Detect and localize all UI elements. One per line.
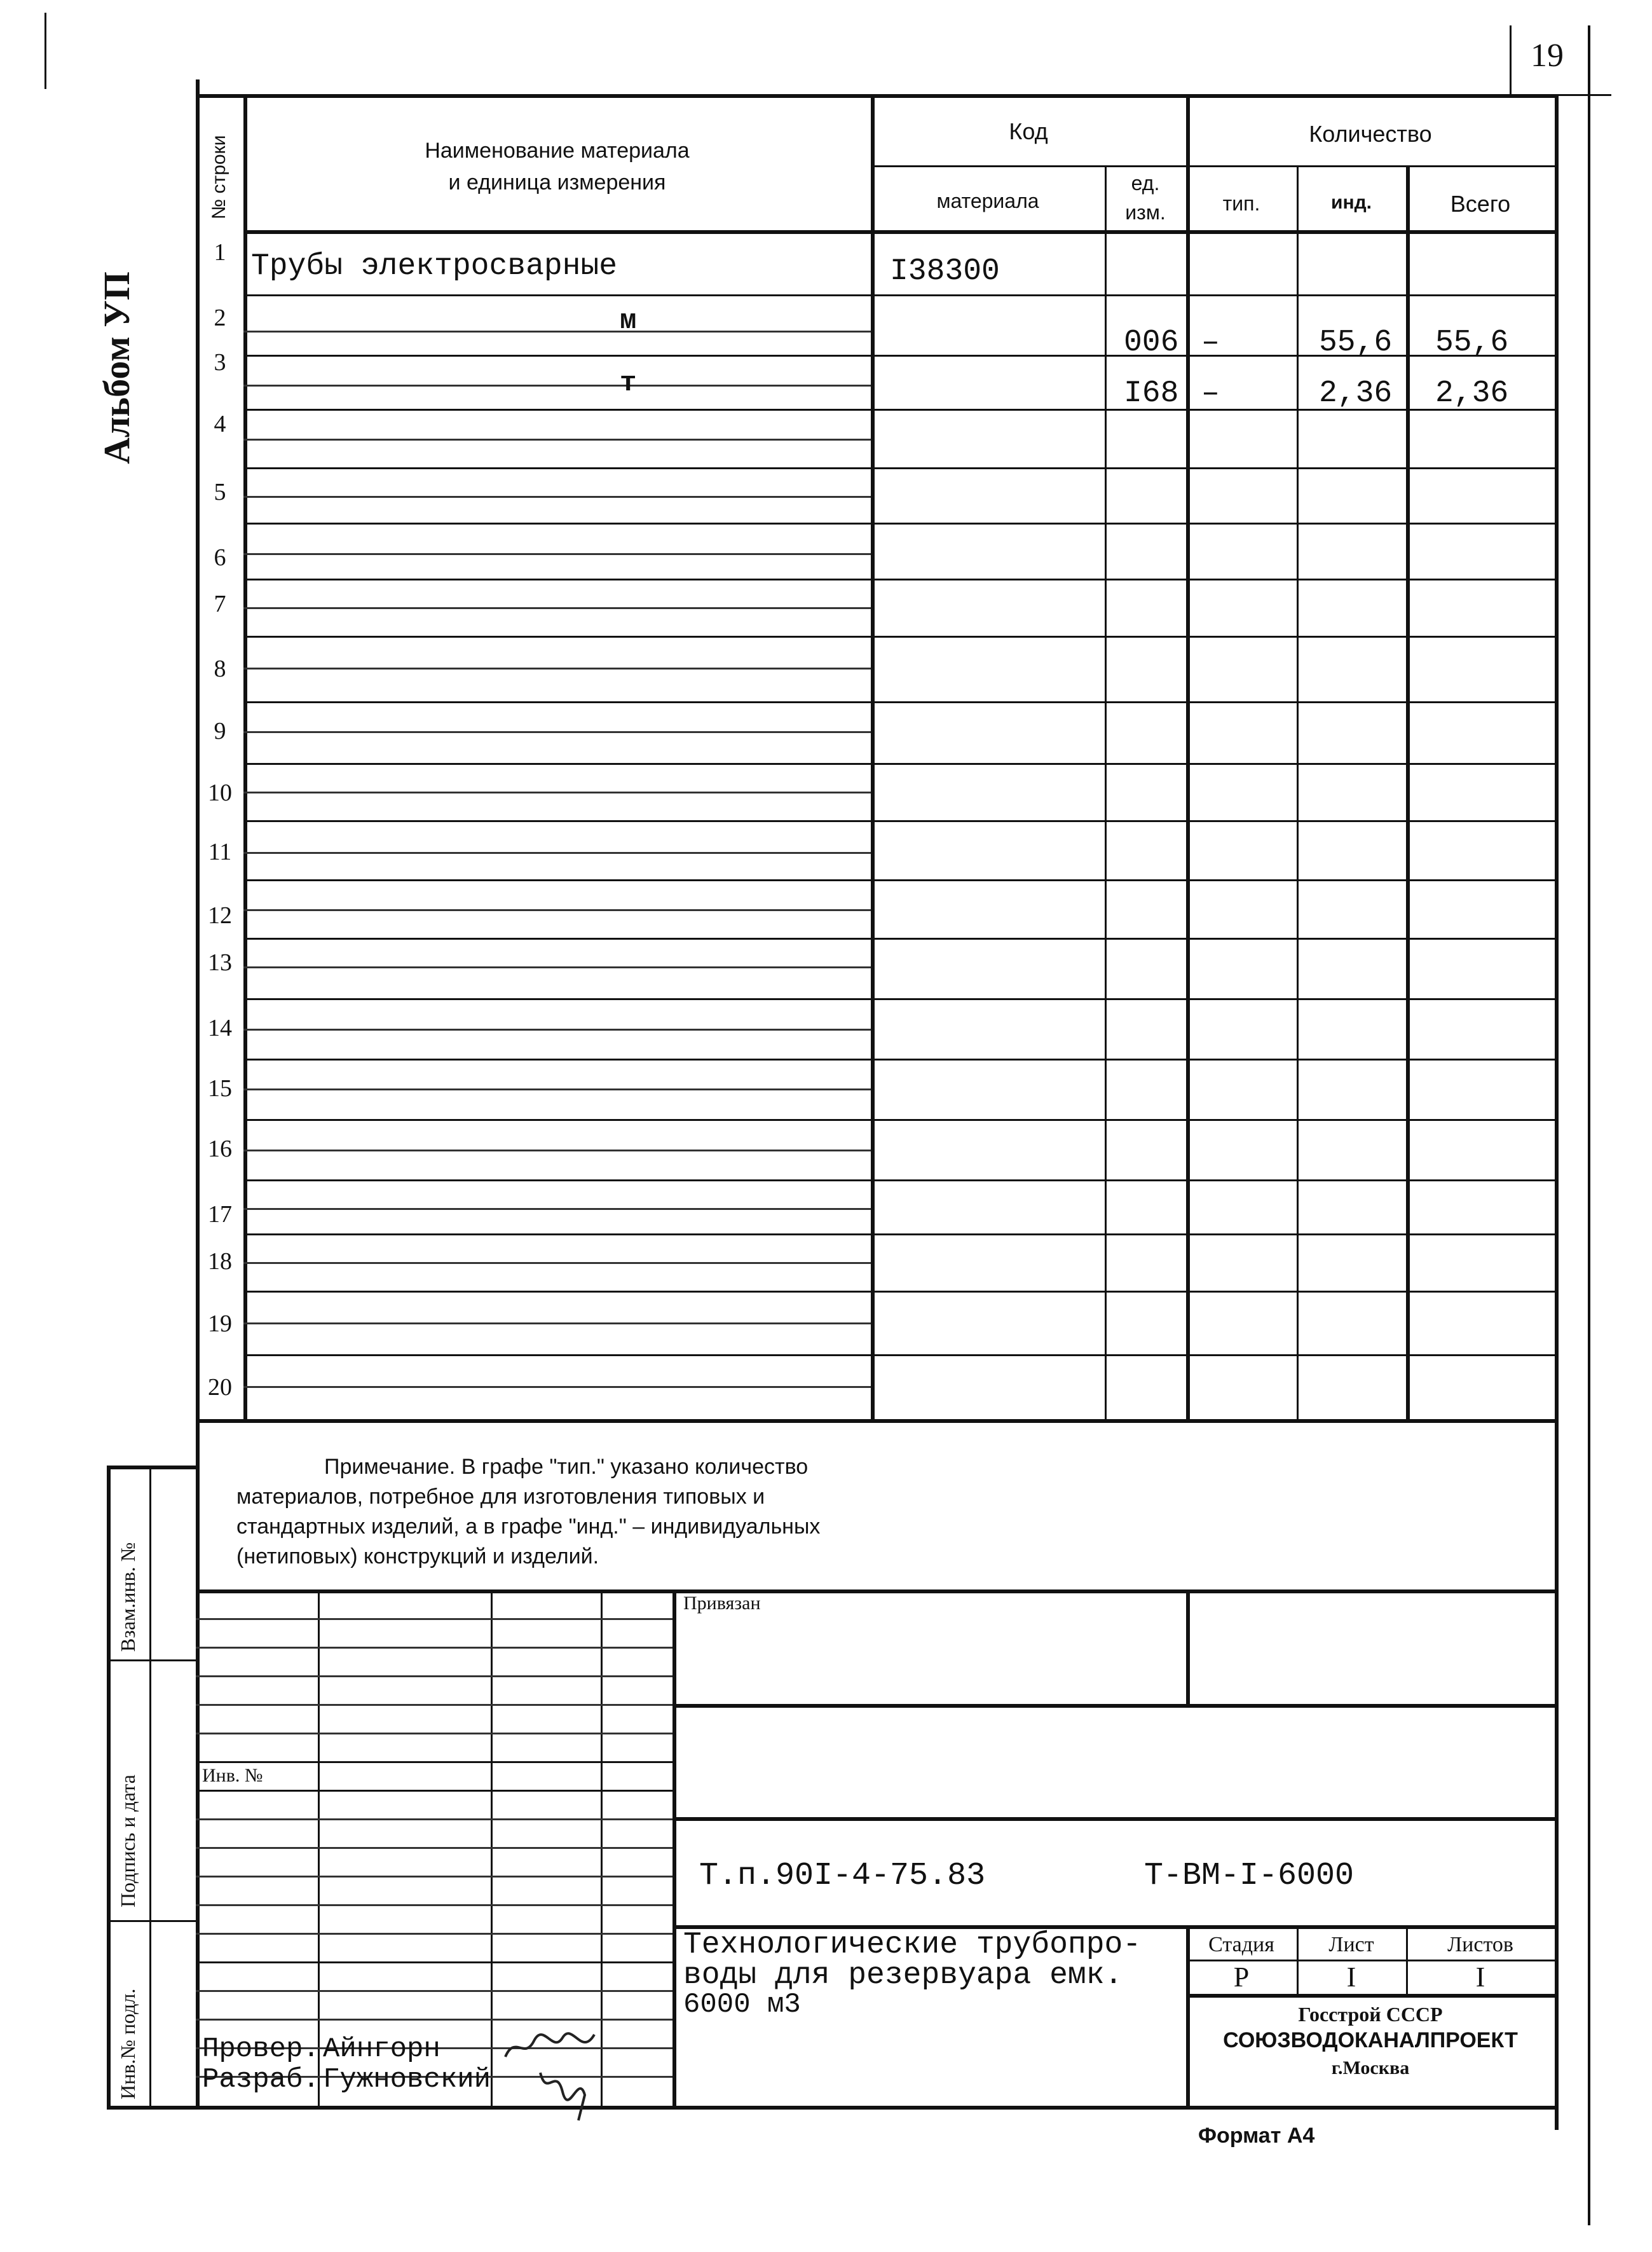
checked-role: Провер.	[202, 2033, 320, 2065]
row-number: 18	[208, 1248, 232, 1275]
row-number: 6	[214, 544, 226, 571]
header-unit-line2: изм.	[1125, 201, 1166, 224]
developed-role: Разраб.	[202, 2064, 320, 2096]
header-code: Код	[1009, 118, 1048, 144]
row-number: 9	[214, 718, 226, 745]
doc-title-line2: воды для резервуара емк.	[683, 1958, 1123, 1993]
row-material-code: I38300	[890, 254, 1000, 289]
note-line: (нетиповых) конструкций и изделий.	[236, 1544, 599, 1569]
row-unit-code: 006	[1124, 326, 1179, 360]
row-number: 10	[208, 779, 232, 806]
row-number: 13	[208, 949, 232, 976]
row-total: 2,36	[1435, 376, 1509, 411]
row-number: 12	[208, 902, 232, 929]
row-name: Трубы электросварные	[251, 249, 618, 284]
row-unit-code: I68	[1124, 376, 1179, 411]
note-line: Примечание. В графе "тип." указано количество	[324, 1455, 809, 1479]
stage-value: Р	[1233, 1961, 1250, 1993]
sheet-code: Т-ВМ-I-6000	[1144, 1858, 1355, 1894]
header-quantity: Количество	[1309, 121, 1432, 147]
row-number: 3	[214, 349, 226, 376]
row-number: 16	[208, 1136, 232, 1162]
row-number: 2	[214, 305, 226, 331]
header-ind: инд.	[1331, 192, 1372, 213]
row-number: 11	[208, 839, 232, 865]
row-ind: 55,6	[1319, 326, 1393, 360]
doc-title-line1: Технологические трубопро-	[683, 1928, 1142, 1962]
row-number: 8	[214, 656, 226, 682]
side-sign-date: Подпись и дата	[116, 1775, 139, 1907]
row-number: 15	[208, 1075, 232, 1102]
header-name-line1: Наименование материала	[425, 139, 690, 163]
header-typ: тип.	[1222, 192, 1260, 215]
row-number: 5	[214, 479, 226, 505]
header-total: Всего	[1450, 191, 1511, 217]
row-number: 4	[214, 411, 226, 437]
row-typ: –	[1201, 376, 1220, 411]
signature-developed	[534, 2060, 604, 2124]
privyazan-label: Привязан	[683, 1593, 761, 1614]
row-number: 20	[208, 1374, 232, 1401]
sheet-label: Лист	[1328, 1933, 1374, 1956]
header-material: материала	[936, 189, 1039, 212]
row-ind: 2,36	[1319, 376, 1393, 411]
row-name: т	[620, 367, 637, 399]
side-replace-inv: Взам.инв. №	[116, 1542, 139, 1652]
row-number: 7	[214, 591, 226, 617]
org-line3: г.Москва	[1331, 2057, 1410, 2078]
format-label: Формат А4	[1198, 2124, 1315, 2148]
developed-name: Гужновский	[323, 2064, 491, 2096]
row-name: м	[620, 305, 637, 337]
project-code: Т.п.90I-4-75.83	[699, 1858, 986, 1894]
note-line: стандартных изделий, а в графе "инд." – индивидуальных	[236, 1514, 821, 1539]
sheets-label: Листов	[1447, 1933, 1513, 1956]
org-line2: СОЮЗВОДОКАНАЛПРОЕКТ	[1223, 2028, 1518, 2052]
sheets-value: I	[1475, 1961, 1485, 1993]
row-total: 55,6	[1435, 326, 1509, 360]
row-number: 19	[208, 1310, 232, 1337]
checked-name: Айнгорн	[323, 2033, 440, 2065]
row-number: 14	[208, 1015, 232, 1041]
org-line1: Госстрой СССР	[1298, 2003, 1443, 2026]
stage-label: Стадия	[1208, 1933, 1274, 1956]
doc-title-line3: 6000 м3	[683, 1989, 801, 2021]
header-name-line2: и единица измерения	[448, 170, 666, 195]
inv-no-label: Инв. №	[202, 1765, 263, 1786]
page-number: 19	[1531, 38, 1564, 74]
row-number: 17	[208, 1201, 232, 1228]
sheet-value: I	[1346, 1961, 1356, 1993]
album-label: Альбом УП	[96, 271, 137, 464]
row-typ: –	[1201, 326, 1220, 360]
row-number: 1	[214, 239, 226, 266]
note-line: материалов, потребное для изготовления типовых и	[236, 1485, 765, 1509]
header-row-no: № строки	[208, 135, 229, 219]
side-inv-orig: Инв.№ подл.	[116, 1988, 139, 2099]
header-unit-line1: ед.	[1131, 172, 1160, 195]
